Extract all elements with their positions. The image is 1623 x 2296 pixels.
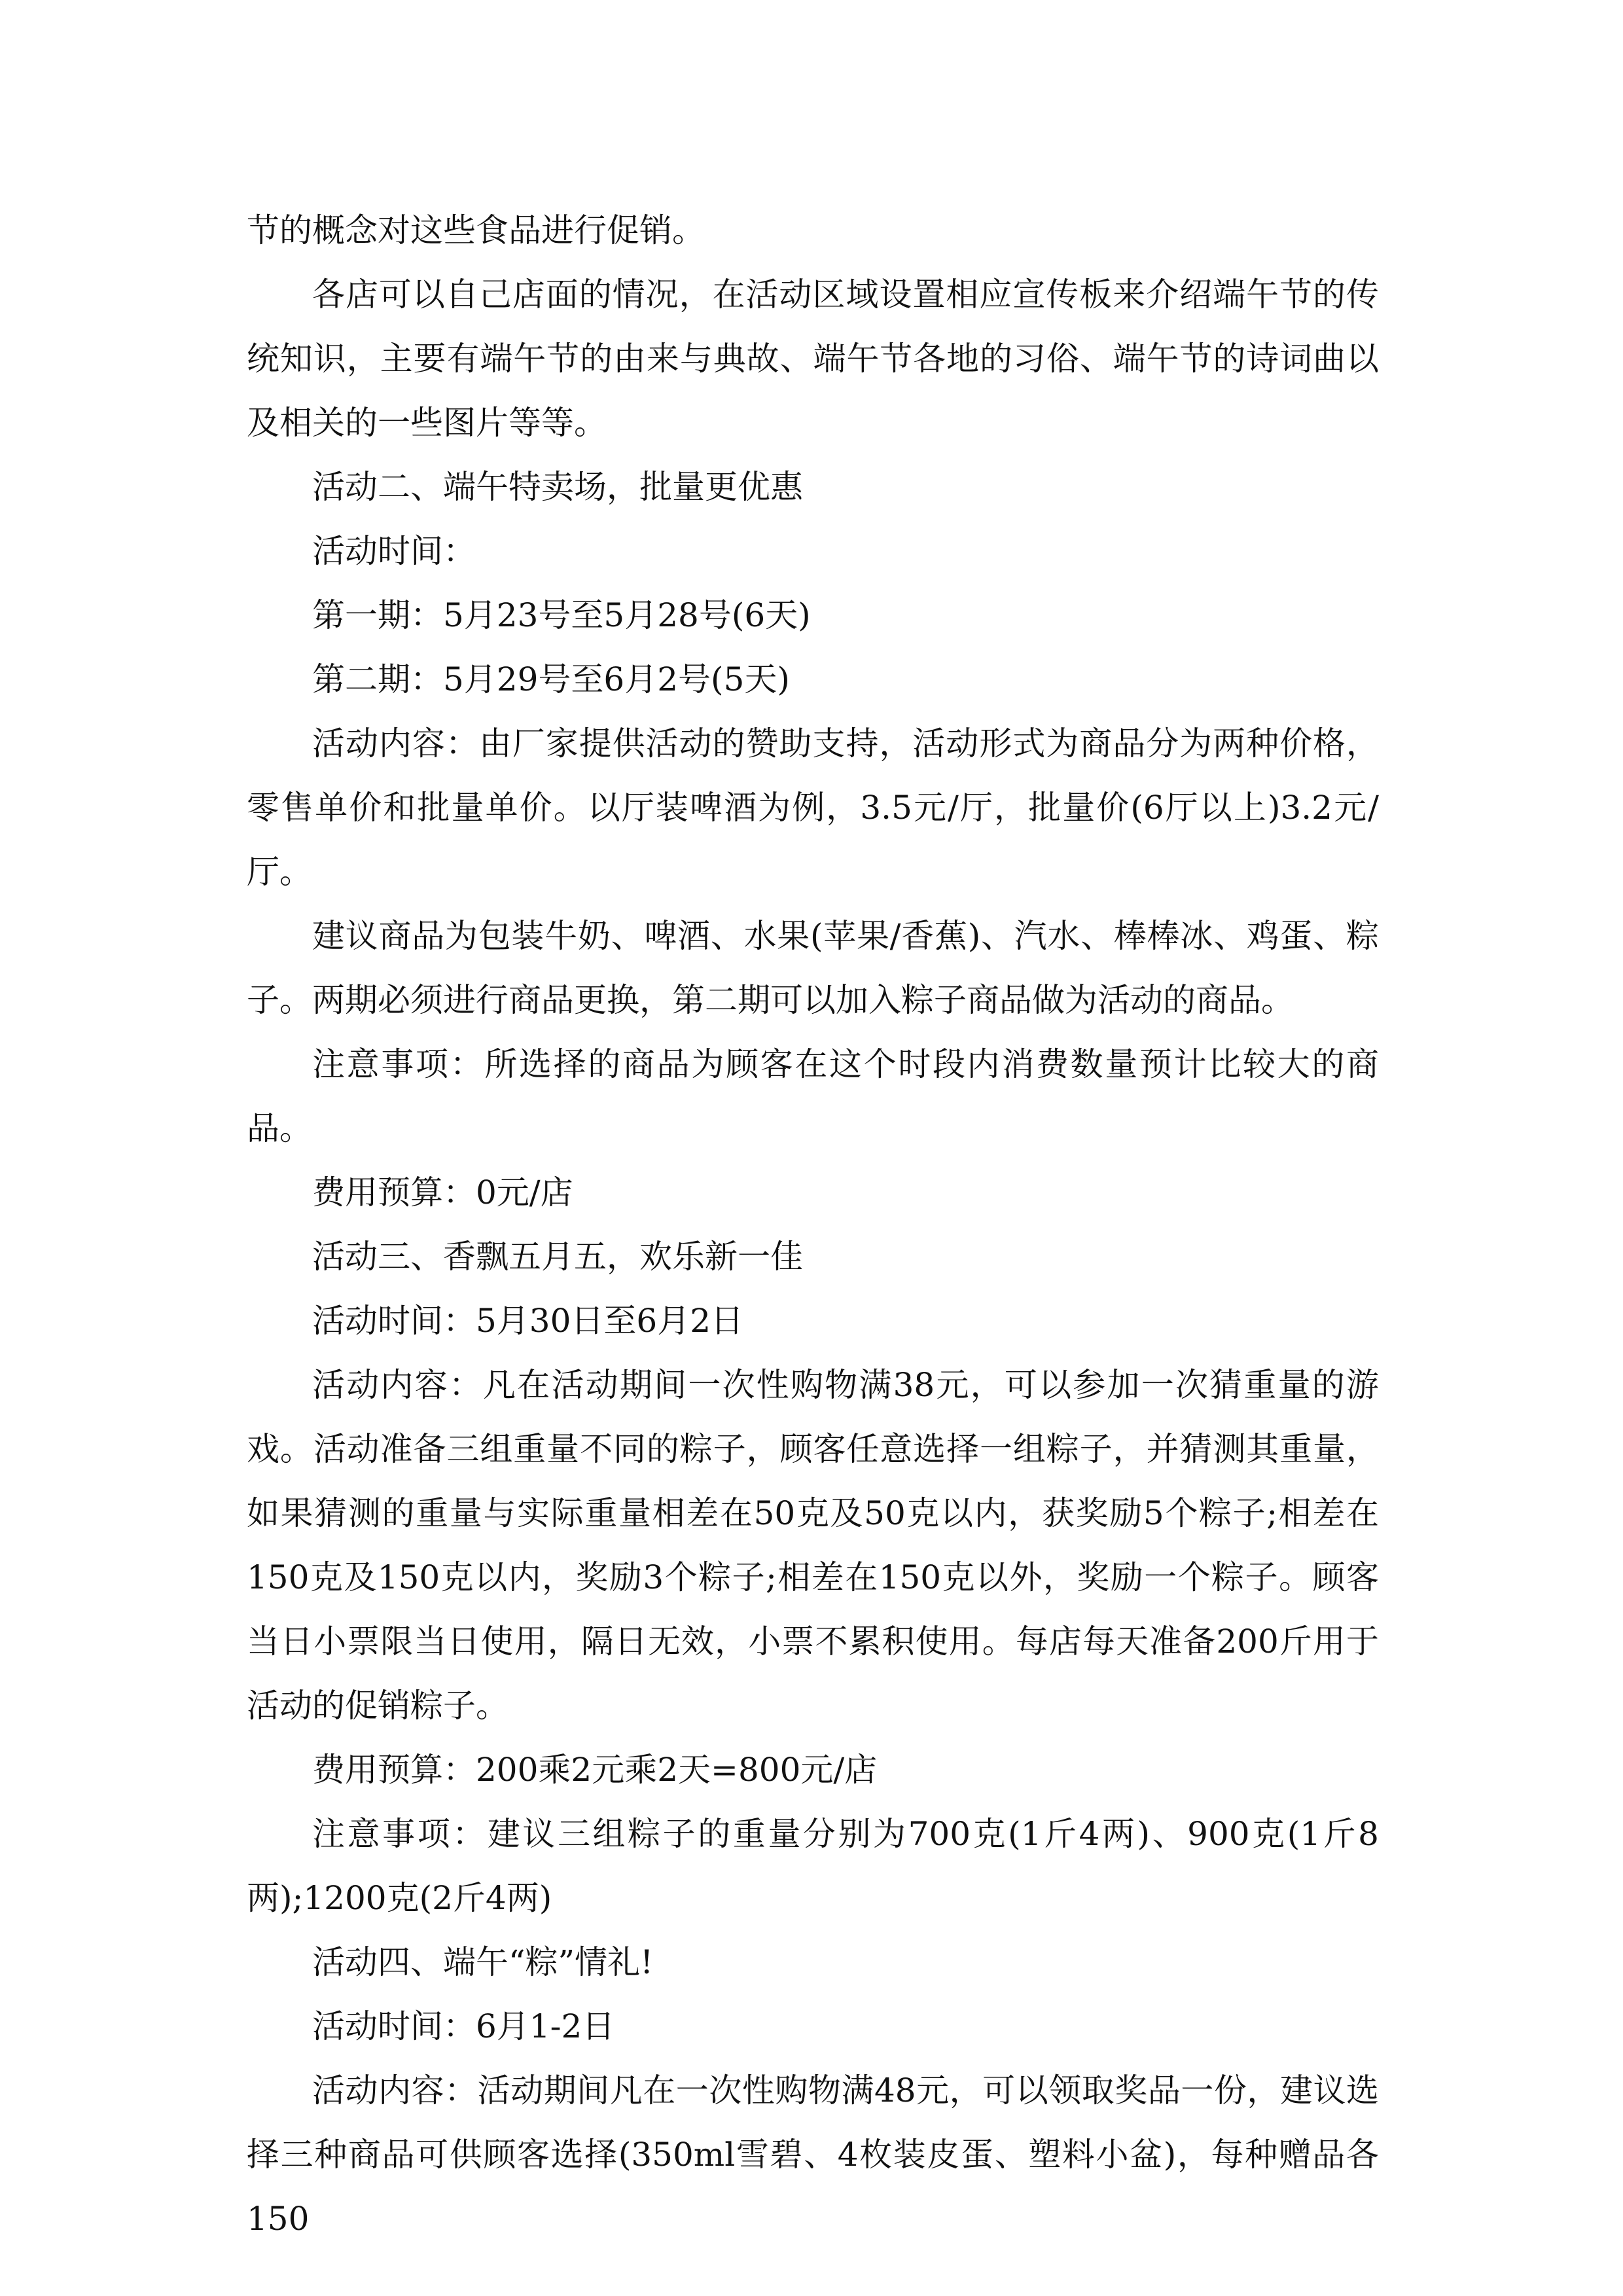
paragraph: 活动内容：活动期间凡在一次性购物满48元，可以领取奖品一份，建议选择三种商品可供顾客选择(350ml雪碧、4枚装皮蛋、塑料小盆)，每种赠品各150 [247, 2072, 1379, 2238]
paragraph: 注意事项：所选择的商品为顾客在这个时段内消费数量预计比较大的商品。 [247, 1045, 1379, 1147]
paragraph: 活动时间：6月1-2日 [312, 2007, 615, 2045]
paragraph: 费用预算：200乘2元乘2天=800元/店 [312, 1751, 878, 1789]
section-heading: 活动三、香飘五月五，欢乐新一佳 [312, 1238, 803, 1276]
paragraph: 费用预算：0元/店 [312, 1174, 573, 1211]
paragraph: 活动内容：由厂家提供活动的赞助支持，活动形式为商品分为两种价格，零售单价和批量单价。以厅装啤酒为例，3.5元/厅，批量价(6厅以上)3.2元/厅。 [247, 725, 1379, 891]
paragraph: 各店可以自己店面的情况，在活动区域设置相应宣传板来介绍端午节的传统知识，主要有端午节的由来与典故、端午节各地的习俗、端午节的诗词曲以及相关的一些图片等等。 [247, 276, 1379, 442]
paragraph: 活动时间：5月30日至6月2日 [312, 1302, 744, 1340]
paragraph: 节的概念对这些食品进行促销。 [247, 211, 705, 249]
paragraph: 建议商品为包装牛奶、啤酒、水果(苹果/香蕉)、汽水、棒棒冰、鸡蛋、粽子。两期必须进行商品更换，第二期可以加入粽子商品做为活动的商品。 [247, 917, 1379, 1019]
paragraph: 活动内容：凡在活动期间一次性购物满38元，可以参加一次猜重量的游戏。活动准备三组重量不同的粽子，顾客任意选择一组粽子，并猜测其重量，如果猜测的重量与实际重量相差在50克及50克以内，获奖励5个粽子;相差在150克及150克以内，奖励3个粽子;相差在150克以外，奖励一个粽子。顾客当日小票限当日使用，隔日无效，小票不累积使用。每店每天准备200斤用于活动的促销粽子。 [247, 1366, 1379, 1725]
paragraph: 注意事项：建议三组粽子的重量分别为700克(1斤4两)、900克(1斤8两);1200克(2斤4两) [247, 1815, 1379, 1917]
paragraph: 活动时间： [312, 532, 476, 570]
paragraph: 第二期：5月29号至6月2号(5天) [312, 660, 790, 698]
paragraph: 第一期：5月23号至5月28号(6天) [312, 596, 811, 634]
document-body [247, 198, 1379, 2251]
section-heading: 活动四、端午“粽”情礼! [312, 1943, 654, 1981]
section-heading: 活动二、端午特卖场，批量更优惠 [312, 468, 803, 506]
